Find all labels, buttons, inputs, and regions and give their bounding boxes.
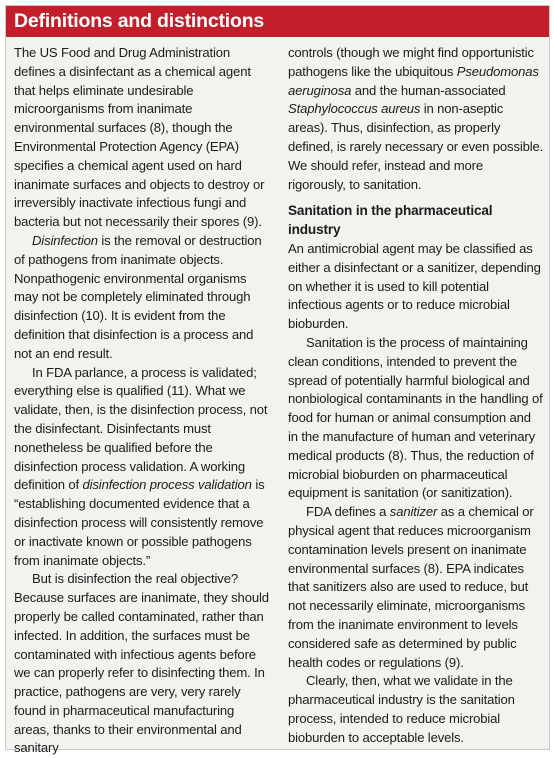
emphasis: Pseudomonas aeruginosa [288, 63, 539, 98]
text: In FDA parlance, a process is validated; everything else is qualified (11). What we validate, then, is the disinfection process, not the disinfectant. Disinfectants must nonetheless be qualified before the disinfection process validation. A working definition of [14, 364, 268, 493]
text-columns [14, 44, 544, 758]
text: in non-aseptic areas). Thus, disinfection, as properly defined, is rarely necessary or even possible. We should refer, instead and more rigorously, to sanitation. [288, 101, 544, 192]
paragraph: But is disinfection the real objective? Because surfaces are inanimate, they should properly be called contaminated, rather than infected. In addition, the surfaces must be contaminated with infectious agents before we can properly refer to disinfecting them. In practice, pathogens are very, very rarely found in pharmaceutical manufacturing areas, thanks to their environmental and sanitary [14, 571, 269, 756]
text: controls (though we might find opportunistic pathogens like the ubiquitous [288, 45, 534, 79]
text: is the removal or destruction of pathogens from inanimate objects. Nonpathogenic environmental organisms may not be completely eliminated through disinfection (10). It is evident from the definition that disinfection is a process and not an end result. [14, 232, 262, 361]
text: is “establishing documented evidence that a disinfection process will consistently remove or inactivate known or possible pathogens from inanimate objects.” [14, 477, 265, 568]
emphasis: Staphylococcus aureus [288, 101, 421, 117]
text: FDA defines a [306, 504, 390, 520]
emphasis: sanitizer [389, 504, 438, 520]
emphasis: disinfection process validation [82, 477, 252, 493]
left-column [14, 44, 270, 758]
paragraph: Sanitation is the process of maintaining clean conditions, intended to prevent the spread of potentially harmful biological and nonbiological contaminants in the handling of food for human or animal consumption and in the manufacture of human and veterinary medical products (8). Thus, the reduction of microbial bioburden on pharmaceutical equipment is sanitation (or sanitization). [288, 334, 543, 501]
paragraph [14, 232, 270, 364]
sidebar-box [5, 5, 550, 756]
paragraph [14, 364, 270, 571]
paragraph [288, 44, 544, 194]
right-column [288, 44, 544, 758]
text: as a chemical or physical agent that reduces microorganism contamination levels present on inanimate environmental surfaces (8). EPA indicates that sanitizers also are used to reduce, but not necessarily eliminate, microorganisms from the inanimate environment to levels considered safe as determined by public health codes or regulations (9). [288, 504, 534, 670]
text: and the human-associated [351, 82, 506, 98]
paragraph [288, 503, 544, 672]
section-heading: Sanitation in the pharmaceutical industry [288, 203, 493, 238]
paragraph: Clearly, then, what we validate in the pharmaceutical industry is the sanitation process, intended to reduce microbial bioburden to acceptable levels. [288, 673, 515, 745]
box-title: Definitions and distinctions [6, 6, 549, 37]
paragraph: The US Food and Drug Administration defines a disinfectant as a chemical agent that helps eliminate undesirable microorganisms from inanimate environmental surfaces (8), though the Environmental Protection Agency (EPA) specifies a chemical agent used on hard inanimate surfaces and objects to destroy or irreversibly inactivate infectious fungi and bacteria but not necessarily their spores (9). [14, 45, 265, 230]
paragraph: An antimicrobial agent may be classified as either a disinfectant or a sanitizer, depending on whether it is used to kill potential infectious agents or to reduce microbial bioburden. [288, 240, 541, 332]
emphasis: Disinfection [32, 232, 98, 248]
